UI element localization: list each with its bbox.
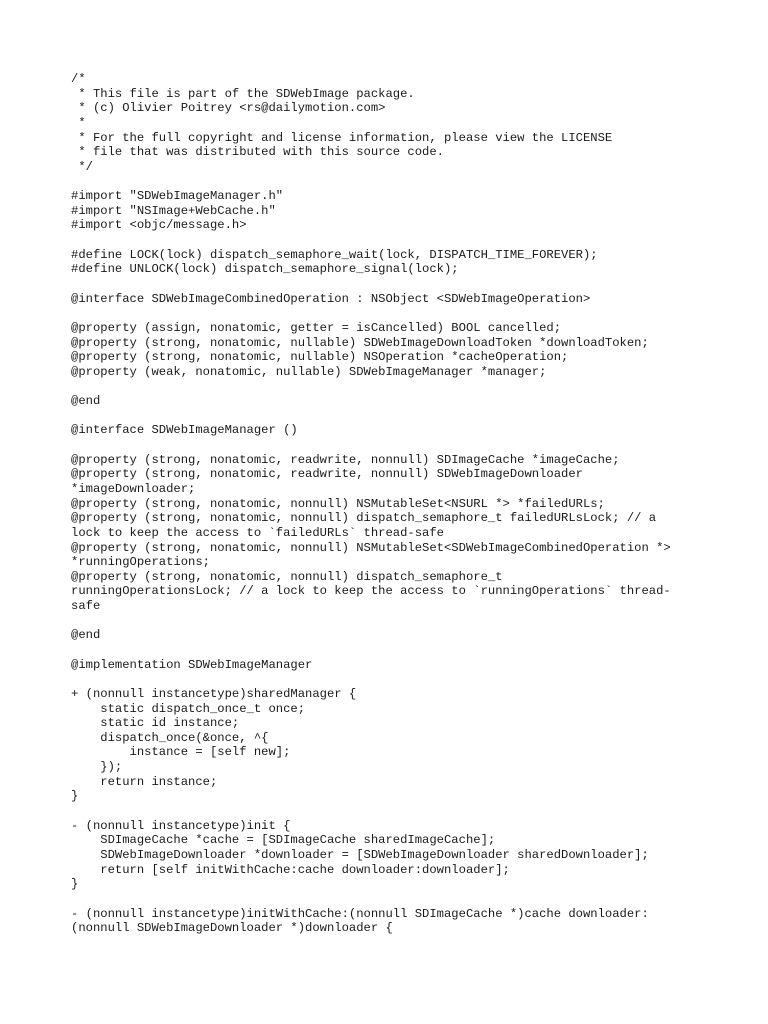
code-line: #import "SDWebImageManager.h": [71, 189, 284, 204]
code-line: SDWebImageDownloader *downloader = [SDWebImageDownloader sharedDownloader];: [71, 847, 649, 862]
code-line: @property (strong, nonatomic, nullable) SDWebImageDownloadToken *downloadToken;: [71, 335, 649, 350]
code-line: static dispatch_once_t once;: [71, 701, 306, 716]
code-line: [71, 643, 711, 658]
code-line: @property (strong, nonatomic, nonnull) NSMutableSet<NSURL *> *failedURLs;: [71, 496, 605, 511]
code-line: @property (strong, nonatomic, nonnull) dispatch_semaphore_t: [71, 569, 503, 584]
code-line: @property (assign, nonatomic, getter = isCancelled) BOOL cancelled;: [71, 320, 562, 335]
code-line: @interface SDWebImageCombinedOperation : NSObject <SDWebImageOperation>: [71, 291, 591, 306]
code-line: [71, 306, 711, 321]
code-line: [71, 804, 711, 819]
code-line: /*: [71, 72, 86, 86]
code-line: @property (strong, nonatomic, nonnull) NSMutableSet<SDWebImageCombinedOperation *>: [71, 540, 671, 555]
code-line: }: [71, 789, 79, 804]
code-line: @property (strong, nonatomic, nonnull) dispatch_semaphore_t failedURLsLock; // a: [71, 511, 657, 526]
code-line: static id instance;: [71, 716, 240, 731]
code-line: [71, 672, 711, 687]
code-line: instance = [self new];: [71, 745, 291, 760]
source-code-block: [71, 72, 711, 936]
code-line: * This file is part of the SDWebImage package.: [71, 86, 415, 101]
code-line: @property (weak, nonatomic, nullable) SDWebImageManager *manager;: [71, 364, 547, 379]
code-line: - (nonnull instancetype)init {: [71, 818, 291, 833]
code-line: *imageDownloader;: [71, 481, 196, 496]
code-line: */: [71, 159, 93, 174]
code-line: (nonnull SDWebImageDownloader *)downloader {: [71, 921, 393, 936]
code-line: @property (strong, nonatomic, readwrite, nonnull) SDWebImageDownloader: [71, 467, 583, 482]
code-line: safe: [71, 599, 101, 614]
code-line: #import "NSImage+WebCache.h": [71, 203, 276, 218]
code-line: *runningOperations;: [71, 555, 210, 570]
code-line: [71, 614, 711, 629]
code-line: #define LOCK(lock) dispatch_semaphore_wait(lock, DISPATCH_TIME_FOREVER);: [71, 247, 598, 262]
code-line: #import <objc/message.h>: [71, 218, 247, 233]
code-line: [71, 409, 711, 424]
code-line: [71, 438, 711, 453]
code-line: runningOperationsLock; // a lock to keep the access to `runningOperations` thread-: [71, 584, 671, 599]
code-line: [71, 379, 711, 394]
code-line: @end: [71, 394, 101, 409]
code-line: [71, 892, 711, 907]
code-line: [71, 233, 711, 248]
code-line: @property (strong, nonatomic, readwrite, nonnull) SDImageCache *imageCache;: [71, 452, 620, 467]
code-line: * For the full copyright and license information, please view the LICENSE: [71, 130, 613, 145]
code-line: }: [71, 877, 79, 892]
code-line: return instance;: [71, 774, 218, 789]
code-line: [71, 277, 711, 292]
code-line: @end: [71, 628, 101, 643]
code-line: *: [71, 115, 86, 130]
code-line: SDImageCache *cache = [SDImageCache sharedImageCache];: [71, 833, 496, 848]
code-line: return [self initWithCache:cache downloader:downloader];: [71, 862, 510, 877]
code-line: @property (strong, nonatomic, nullable) NSOperation *cacheOperation;: [71, 350, 569, 365]
code-line: @implementation SDWebImageManager: [71, 657, 313, 672]
code-line: * (c) Olivier Poitrey <rs@dailymotion.com>: [71, 101, 386, 116]
code-line: [71, 174, 711, 189]
code-line: });: [71, 760, 123, 775]
code-line: * file that was distributed with this source code.: [71, 145, 444, 160]
code-line: dispatch_once(&once, ^{: [71, 730, 269, 745]
code-line: + (nonnull instancetype)sharedManager {: [71, 686, 357, 701]
code-line: lock to keep the access to `failedURLs` thread-safe: [71, 525, 444, 540]
code-line: - (nonnull instancetype)initWithCache:(nonnull SDImageCache *)cache downloader:: [71, 906, 649, 921]
code-line: @interface SDWebImageManager (): [71, 423, 298, 438]
code-line: #define UNLOCK(lock) dispatch_semaphore_signal(lock);: [71, 262, 459, 277]
